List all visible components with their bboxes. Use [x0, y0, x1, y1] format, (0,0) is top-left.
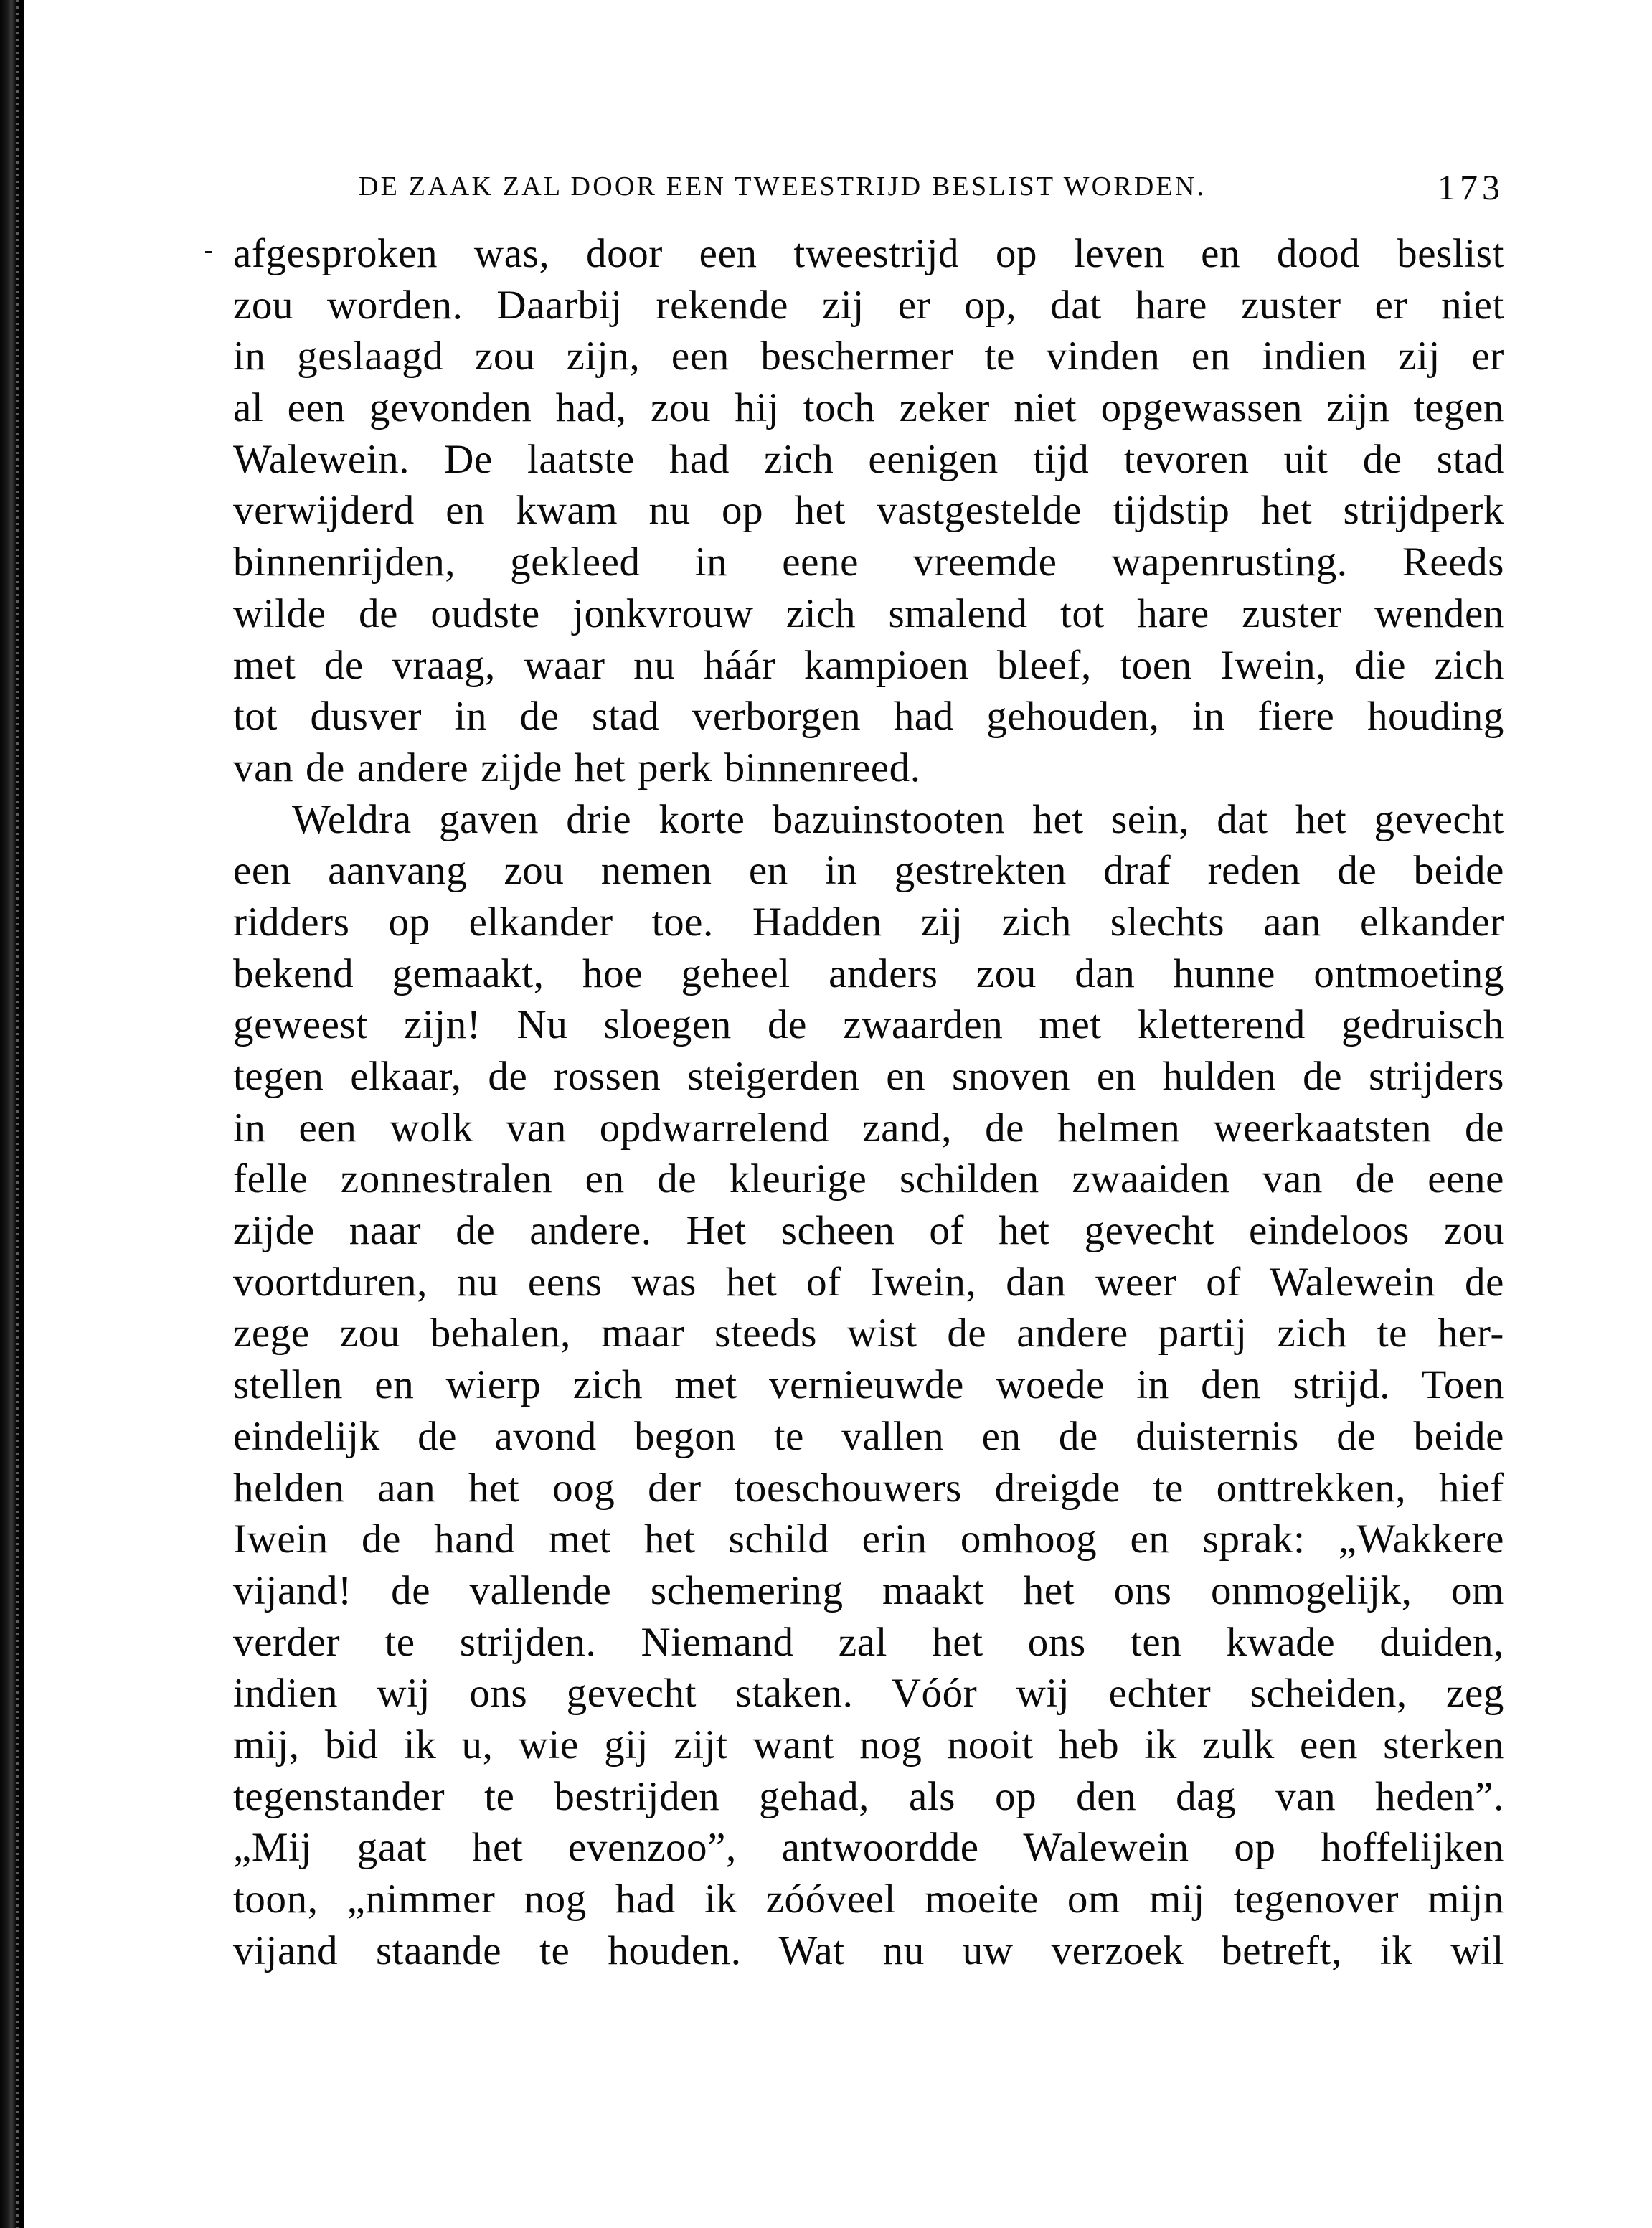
text-line: voortduren, nu eens was het of Iwein, dan weer of Walewein de — [233, 1259, 1504, 1305]
text-line: felle zonnestralen en de kleurige schilden zwaaiden van de eene — [233, 1156, 1504, 1202]
text-line: stellen en wierp zich met vernieuwde woede in den strijd. Toen — [233, 1362, 1504, 1408]
text-line: een aanvang zou nemen en in gestrekten draf reden de beide — [233, 848, 1504, 894]
text-line: vijand staande te houden. Wat nu uw verzoek betreft, ik wil — [233, 1927, 1504, 1973]
text-line: tegen elkaar, de rossen steigerden en snoven en hulden de strijders — [233, 1054, 1504, 1099]
paragraph-end-line: van de andere zijde het perk binnenreed. — [233, 745, 921, 790]
text-line: met de vraag, waar nu háár kampioen bleef, toen Iwein, die zich — [233, 642, 1504, 688]
text-line: ridders op elkander toe. Hadden zij zich slechts aan elkander — [233, 899, 1504, 945]
text-line: zou worden. Daarbij rekende zij er op, dat hare zuster er niet — [233, 282, 1504, 328]
text-line: toon, „nimmer nog had ik zóóveel moeite om mij tegenover mijn — [233, 1877, 1504, 1922]
text-line: verwijderd en kwam nu op het vastgestelde tijdstip het strijdperk — [233, 488, 1504, 534]
margin-mark — [205, 251, 212, 253]
text-line: in geslaagd zou zijn, een beschermer te vinden en indien zij er — [233, 334, 1504, 379]
text-line: geweest zijn! Nu sloegen de zwaarden met kletterend gedruisch — [233, 1002, 1504, 1048]
running-head — [359, 159, 1504, 207]
text-line: helden aan het oog der toeschouwers dreigde te onttrekken, hief — [233, 1465, 1504, 1511]
text-line: mij, bid ik u, wie gij zijt want nog nooit heb ik zulk een sterken — [233, 1722, 1504, 1767]
text-line: binnenrijden, gekleed in eene vreemde wapenrusting. Reeds — [233, 539, 1504, 585]
text-line: bekend gemaakt, hoe geheel anders zou dan hunne ontmoeting — [233, 950, 1504, 996]
running-title: DE ZAAK ZAL DOOR EEN TWEESTRIJD BESLIST WORDEN. — [359, 171, 1207, 202]
text-line: zijde naar de andere. Het scheen of het gevecht eindeloos zou — [233, 1208, 1504, 1254]
text-line: Iwein de hand met het schild erin omhoog en sprak: „Wakkere — [233, 1516, 1504, 1562]
text-line: afgesproken was, door een tweestrijd op leven en dood beslist — [233, 231, 1504, 276]
text-line: eindelijk de avond begon te vallen en de duisternis de beide — [233, 1413, 1504, 1459]
scan-binding-edge — [0, 0, 24, 2228]
text-line: indien wij ons gevecht staken. Vóór wij echter scheiden, zeg — [233, 1671, 1504, 1717]
paragraph-start-line: Weldra gaven drie korte bazuinstooten het sein, dat het gevecht — [292, 796, 1504, 842]
text-line: tegenstander te bestrijden gehad, als op den dag van heden”. — [233, 1773, 1504, 1819]
text-line: wilde de oudste jonkvrouw zich smalend tot hare zuster wenden — [233, 590, 1504, 636]
text-line: „Mij gaat het evenzoo”, antwoordde Walewein op hoffelijken — [233, 1825, 1504, 1871]
text-line: tot dusver in de stad verborgen had gehouden, in fiere houding — [233, 694, 1504, 740]
text-line: verder te strijden. Niemand zal het ons ten kwade duiden, — [233, 1619, 1504, 1665]
text-line: zege zou behalen, maar steeds wist de andere partij zich te her- — [233, 1311, 1504, 1356]
text-line: in een wolk van opdwarrelend zand, de helmen weerkaatsten de — [233, 1105, 1504, 1151]
body-text — [233, 228, 1504, 1976]
page-number: 173 — [1438, 167, 1504, 207]
text-line: al een gevonden had, zou hij toch zeker niet opgewassen zijn tegen — [233, 385, 1504, 431]
text-line: Walewein. De laatste had zich eenigen tijd tevoren uit de stad — [233, 436, 1504, 482]
text-line: vijand! de vallende schemering maakt het ons onmogelijk, om — [233, 1567, 1504, 1613]
